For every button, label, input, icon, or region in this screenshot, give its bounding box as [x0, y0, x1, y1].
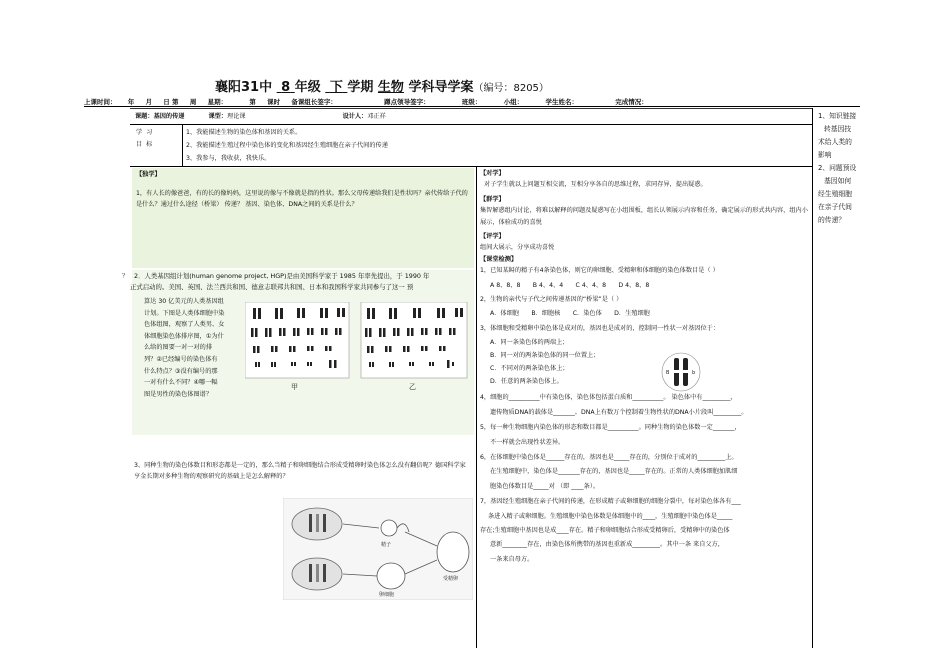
row-divider	[130, 124, 812, 125]
header-field: 月	[145, 98, 153, 106]
margin-mark: ？	[122, 273, 129, 280]
side-note-line: 经生殖细胞	[818, 190, 852, 198]
header-field: 日 第	[163, 98, 179, 106]
document-title	[215, 76, 549, 95]
document-code: （编号：8205）	[473, 83, 549, 94]
allele-label-b-lower: b	[692, 370, 696, 376]
quiz-question-7-cont: 存在;生殖细胞中基因也是成____存在。精子和卵细胞结合形成受精卵后，受精卵中的染色体	[480, 526, 730, 534]
quiz-question-1: 1，已知某鲟的精子有4条染色体，则它的卵细胞、受精卵和体细胞的染色体数目是（ ）	[480, 267, 719, 275]
lesson-name: 基因的传递	[153, 113, 185, 120]
quiz-question-2: 2，生物的亲代与子代之间传递基因的“桥梁”是（ ）	[480, 296, 623, 304]
goal-item: 1、我能描述生物的染色体和基因的关系。	[186, 129, 302, 136]
q2-line: 体细胞染色体排序图，①为什	[144, 332, 224, 340]
goals-label-line: 学 习	[136, 129, 154, 136]
quiz-question-7-cont: 一条来自母方。	[490, 555, 534, 563]
q2-line: 列？②已经编号的染色体有	[144, 355, 218, 363]
fertilization-diagram	[283, 498, 473, 600]
quiz-question-5: 5，每一种生物细胞内染色体的形态和数目都是__________。同种生物的染色体数一定_______，	[480, 424, 741, 432]
row-divider	[130, 166, 812, 167]
quiz-question-4-cont: 遗传物质DNA的载体是_______。DNA上有数万个控制着生物性状的DNA小片段叫_________。	[490, 408, 748, 416]
quiz-option: D．任意的两条染色体上。	[490, 378, 563, 386]
pair-study-text: 对子学生就以上问题互相交流，互相分享各自的思维过程，求同存异，提出疑惑。	[484, 181, 707, 189]
question-3: 3、同种生物的染色体数目和形态都是一定的，那么当精子和卵细胞结合形成受精卵时染色体怎么没有翻倍呢？德国科学家亨金长期对多种生物的观察研究的基础上是怎么解释的？	[134, 462, 466, 480]
side-note-line: 2、问题预设	[818, 164, 857, 172]
egg-cell	[377, 563, 405, 589]
group-study-heading: 【群学】	[480, 195, 505, 203]
self-study-area	[132, 168, 474, 268]
side-note-line: 的传递？	[818, 216, 846, 224]
review-heading: 【评学】	[480, 233, 505, 241]
q2-line: 图是男性的染色体图谱？	[144, 390, 213, 398]
header-field: 班级：	[461, 98, 482, 106]
quiz-question-7: 7，基因经生殖细胞在亲子代间的传递，在形成精子或卵细胞的细胞分裂中，每对染色体各有___	[480, 498, 741, 506]
quiz-question-4: 4，细胞的__________中有染色体，染色体包括蛋白质和__________。 染色体中有_________，	[480, 394, 737, 402]
lesson-label: 课题：	[135, 113, 154, 120]
quiz-option: C．不同对的两条染色体上；	[490, 365, 569, 373]
quiz-question-7-cont: 条进入精子或卵细胞。生殖细胞中染色体数是体细胞中的____，生殖细胞中染色体是_____	[488, 512, 733, 520]
q2-line: 一对有什么不同？④哪一幅	[144, 379, 218, 387]
goal-item: 2、我能描述生殖过程中染色体的变化和基因经生殖细胞在亲子代间的传递	[186, 142, 388, 149]
karyotype-a	[245, 302, 349, 378]
header-field: 蹲点领导签字：	[384, 98, 430, 106]
grade-word: 年级	[294, 80, 321, 95]
chromosome-pair-figure	[656, 352, 706, 392]
sperm-label: 精子	[381, 542, 392, 548]
right-column	[480, 168, 808, 565]
quiz-options-1: A 8、8、8 B 4、4、4 C 4、4、8 D 4、8、8	[490, 281, 650, 289]
goals-list	[186, 126, 388, 165]
side-note	[818, 110, 857, 227]
header-field: 星期：	[207, 98, 228, 106]
school-name: 襄阳31中	[215, 80, 273, 95]
header-field: 课时	[267, 98, 281, 106]
designer-name: 邓正祥	[367, 113, 386, 120]
header-field: 备课组长签字：	[291, 98, 337, 106]
header-field: 年	[127, 98, 135, 106]
side-note-line: 在亲子代间	[818, 203, 852, 211]
header-field: 周	[189, 98, 197, 106]
group-study-text: 集智解惑组内讨论，将难以解释的问题及疑惑写在小组围板，组长认领展示内容和任务，确定展示的形式共内容，组内小展示，体验成功的喜悦	[480, 207, 808, 226]
karyotype-figure	[245, 302, 470, 392]
column-divider	[476, 166, 477, 648]
goal-item: 3、我参与，我收获，我快乐。	[186, 155, 271, 162]
header-divider	[84, 106, 860, 107]
q2-line: 正式启动的。美国、英国、法兰西共和国、德意志联邦共和国、日本和我国科学家共同参与了这一 预	[130, 283, 414, 291]
quiz-question-7-cont: 意新________存在，由染色体所携带的基因也重新成_________。其中一条 来自父方，	[490, 541, 724, 549]
lesson-info	[135, 112, 386, 121]
quiz-question-6-cont: 胞染色体数目是_____对 （即 ____条）。	[490, 482, 600, 490]
header-field: 学生姓名：	[545, 98, 578, 106]
side-note-line: 转基因技	[824, 125, 852, 133]
quiz-option: A．同一条染色体的两端上；	[490, 339, 569, 347]
side-note-line: 1、知识链接	[818, 112, 857, 120]
lesson-type: 理论课	[227, 113, 246, 120]
pair-study-heading: 【对学】	[480, 170, 505, 177]
zygote-label: 受精卵	[443, 576, 459, 582]
quiz-question-3: 3，体细胞和受精卵中染色体是成对的，基因也是成对的，控制同一性状一对基因位于：	[480, 324, 720, 332]
question-1: 1，有人长的像爸爸，有的长的像妈妈，这里说的像与不像就是指的性状。那么父母传递给我们是性状吗？亲代传给子代的是什么？通过什么途径（桥梁） 传递？ 基因、染色体、DNA之间的关系是什么？	[136, 190, 468, 208]
grade-value: 8	[281, 80, 291, 95]
plan-title: 学科导学案	[408, 80, 474, 95]
quiz-option: B．同一对的两条染色体的同一位置上；	[490, 352, 600, 360]
term-word: 学期	[347, 80, 374, 95]
goals-divider	[182, 124, 183, 166]
side-note-line: 基因如何	[824, 177, 852, 185]
karyotype-label-b: 乙	[409, 383, 416, 391]
egg-label: 卵细胞	[379, 592, 395, 598]
q2-line: 计划。下图是人类体细胞中染	[144, 309, 225, 317]
review-text: 组间大展示，分享成功喜悦	[480, 244, 555, 252]
goals-label	[136, 128, 153, 149]
quiz-options-2: A．体细胞 B．细胞核 C．染色体 D．生殖细胞	[490, 310, 650, 318]
self-study-heading: 【独学】	[136, 171, 161, 178]
side-note-line: 影响	[818, 151, 832, 159]
class-info-header	[84, 97, 657, 106]
side-note-line: 术给人类的	[818, 138, 852, 146]
parent-cell-bottom	[292, 558, 342, 590]
side-divider	[812, 108, 813, 648]
header-field: 第	[249, 98, 256, 106]
designer-label: 设计人：	[342, 113, 368, 120]
quiz-question-6: 6，在体细胞中染色体是______存在的，基因也是_____存在的，分别位于成对的_________上。	[480, 453, 738, 461]
karyotype-b	[361, 302, 467, 378]
q2-line: 么给的图要一对一对的排	[144, 344, 213, 352]
allele-label-b-upper: B	[666, 370, 670, 376]
quiz-heading: 【课堂检测】	[480, 255, 518, 263]
type-label: 课型：	[208, 113, 228, 120]
header-field: 上课时间：	[84, 98, 117, 106]
header-field: 小组：	[503, 98, 524, 106]
quiz-question-5-cont: 不一样就会出现性状差异。	[490, 438, 565, 446]
q2-line: 色体组图，观察了人类男、女	[144, 321, 225, 329]
zygote	[437, 532, 469, 572]
q2-line: 算达 30 亿美元的人类基因组	[144, 298, 224, 305]
header-field: 完成情况：	[615, 98, 648, 106]
term-value: 下	[329, 80, 343, 95]
subject-name: 生物	[377, 80, 404, 95]
q2-line: 2．人类基因组计划(human genome project, HGP)是由美国科学家于 1985 年率先提出，于 1990 年	[134, 272, 430, 280]
q2-line: 什么特点？③没有编号的那	[144, 367, 218, 375]
quiz-question-6-cont: 在生殖细胞中，染色体是_______存在的，基因也是_____存在的。正常的人类体细胞加肌细	[490, 468, 738, 476]
goals-label-line: 目 标	[136, 141, 154, 148]
karyotype-label-a: 甲	[291, 383, 298, 391]
parent-cell-top	[292, 508, 342, 540]
